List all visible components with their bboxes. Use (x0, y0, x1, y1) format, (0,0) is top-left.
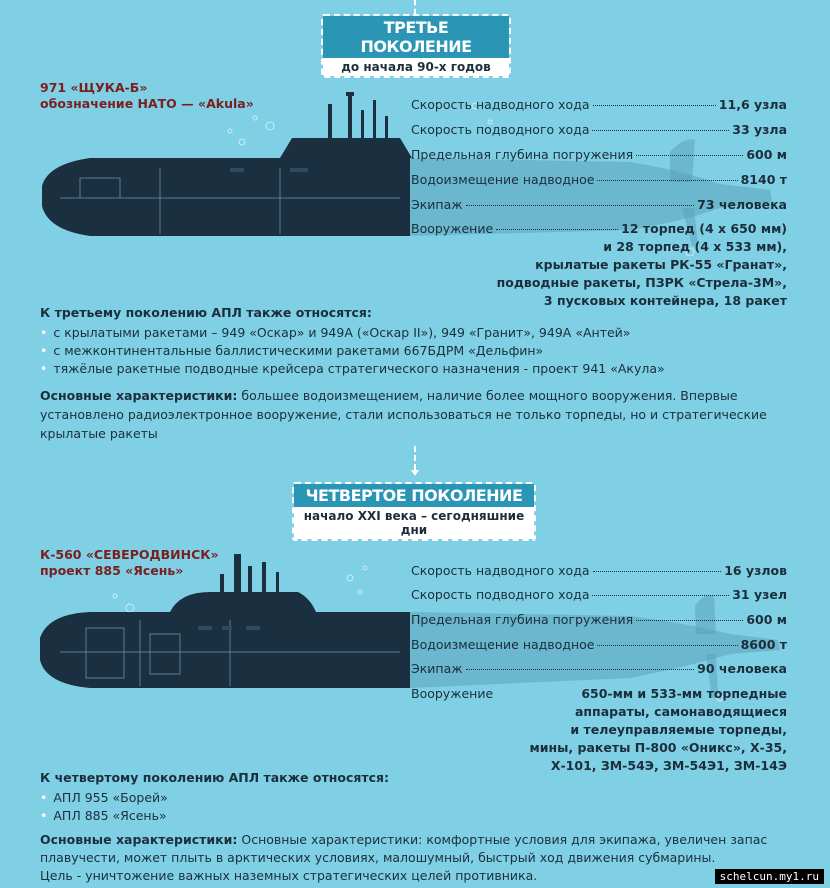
gen3-spec-armament: Вооружение 12 торпед (4 х 650 мм) (411, 221, 787, 236)
gen3-armament-details (497, 238, 787, 310)
gen4-spec-crew: Экипаж 90 человека (411, 661, 787, 676)
gen3-armament-line: и 28 торпед (4 х 533 мм), (603, 239, 787, 254)
gen4-armament-details (530, 685, 788, 775)
gen4-spec-armament: Вооружение (411, 686, 494, 701)
gen3-armament-line: 3 пусковых контейнера, 18 ракет (543, 293, 787, 308)
gen4-armament-line: 650-мм и 533-мм торпедные (581, 686, 787, 701)
list-item: • с крылатыми ракетами – 949 «Оскар» и 949А («Оскар II»), 949 «Гранит», 949А «Антей» (40, 324, 665, 342)
list-item: • АПЛ 885 «Ясень» (40, 807, 168, 825)
gen4-sub-name-line1: К-560 «СЕВЕРОДВИНСК» (40, 547, 219, 562)
gen3-main-characteristics (40, 386, 800, 443)
gen4-main-label: Основные характеристики: (40, 832, 238, 847)
gen4-also-list (40, 789, 168, 825)
gen3-armament-line: подводные ракеты, ПЗРК «Стрела-3М», (496, 275, 787, 290)
gen4-main-text: Основные характеристики: комфортные условия для экипажа, увеличен запас плавучести, может плыть в арктических условиях, малошумный, быстрый ход движения субмарины. (40, 832, 768, 865)
gen4-goal-text: Цель - уничтожение важных наземных стратегических целей противника. (40, 868, 538, 883)
gen4-armament-line: и телеуправляемые торпеды, (570, 722, 787, 737)
gen4-title: ЧЕТВЕРТОЕ ПОКОЛЕНИЕ (294, 484, 534, 507)
gen4-armament-line: аппараты, самонаводящиеся (574, 704, 787, 719)
gen3-spec-max-depth: Предельная глубина погружения 600 м (411, 147, 787, 162)
gen4-subtitle: начало XXI века – сегодняшние дни (294, 507, 534, 539)
gen4-spec-underwater-speed: Скорость подводного хода 31 узел (411, 587, 787, 602)
gen4-spec-max-depth: Предельная глубина погружения 600 м (411, 612, 787, 627)
gen4-also-heading: К четвертому поколению АПЛ также относятся: (40, 770, 390, 785)
list-item: • тяжёлые ракетные подводные крейсера стратегического назначения - проект 941 «Акула» (40, 360, 665, 378)
gen3-subtitle: до начала 90-х годов (323, 58, 509, 76)
gen4-header (292, 482, 536, 541)
list-item: • с межконтинентальные баллистическими ракетами 667БДРМ «Дельфин» (40, 342, 665, 360)
gen4-spec-displacement: Водоизмещение надводное 8600 т (411, 637, 787, 652)
gen4-spec-surface-speed: Скорость надводного хода 16 узлов (411, 563, 787, 578)
gen3-armament-line: крылатые ракеты РК-55 «Гранат», (535, 257, 787, 272)
gen3-sub-name-line1: 971 «ЩУКА-Б» (40, 80, 148, 95)
gen3-header (321, 14, 511, 78)
gen3-also-heading: К третьему поколению АПЛ также относятся: (40, 305, 372, 320)
gen4-armament-line: Х-101, ЗМ-54Э, ЗМ-54Э1, ЗМ-14Э (550, 758, 787, 773)
gen3-spec-surface-speed: Скорость надводного хода 11,6 узла (411, 97, 787, 112)
gen4-armament-line: мины, ракеты П-800 «Оникс», Х-35, (529, 740, 787, 755)
gen3-sub-name-line2: обозначение НАТО — «Akula» (40, 96, 254, 111)
gen3-main-label: Основные характеристики: (40, 388, 238, 403)
gen3-spec-crew: Экипаж 73 человека (411, 197, 787, 212)
gen3-title: ТРЕТЬЕ ПОКОЛЕНИЕ (323, 16, 509, 58)
gen4-sub-name-line2: проект 885 «Ясень» (40, 563, 184, 578)
gen3-spec-displacement: Водоизмещение надводное 8140 т (411, 172, 787, 187)
gen3-main-text: большее водоизмещением, наличие более мощного вооружения. Впервые установлено радиоэлектронное вооружение, стали использоваться не только торпеды, но и стратегические крылатые ракеты (40, 388, 767, 441)
gen3-spec-underwater-speed: Скорость подводного хода 33 узла (411, 122, 787, 137)
gen4-main-characteristics (40, 831, 800, 885)
list-item: • АПЛ 955 «Борей» (40, 789, 168, 807)
gen3-also-list (40, 324, 665, 378)
watermark: schelcun.my1.ru (715, 869, 824, 884)
